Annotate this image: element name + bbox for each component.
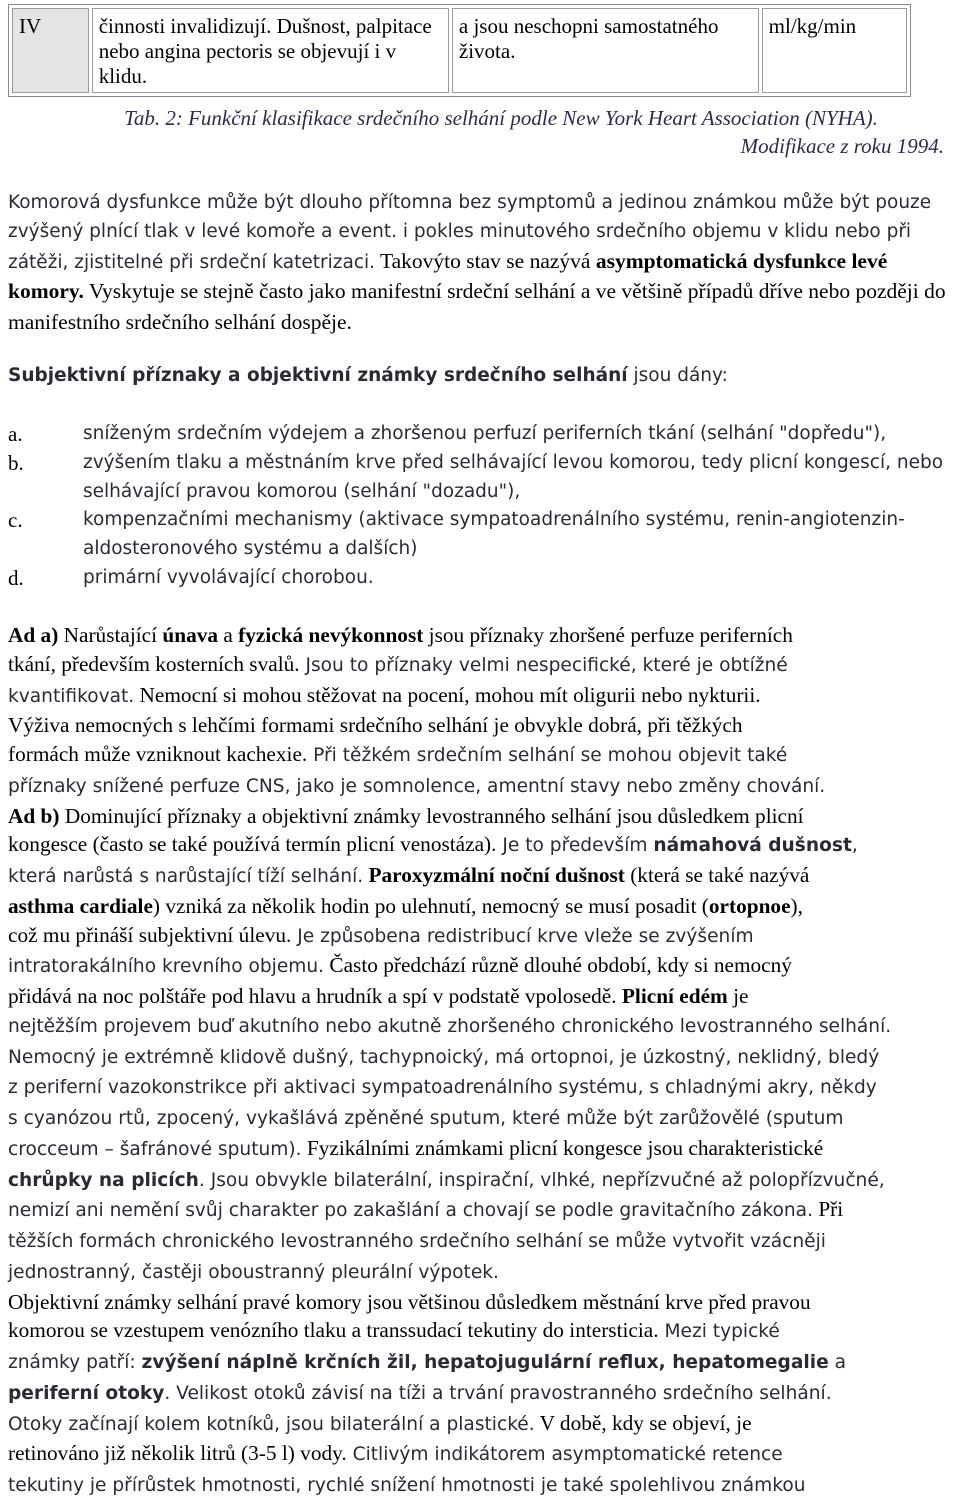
body-text (8, 621, 954, 1501)
list-marker: d. (8, 565, 24, 590)
limitation-cell: a jsou neschopni samostatného života. (452, 8, 759, 93)
text-run: . Velikost otoků závisí na tíži a trvání pravostranného srdečního selhání. (164, 1382, 832, 1404)
text-run: Fyzikálními známkami plicní kongesce jsou charakteristické (301, 1135, 824, 1160)
table-caption (8, 104, 954, 160)
para1-part3: Takovýto stav se nazývá (375, 248, 596, 273)
text-run: V době, kdy se objeví, je (534, 1410, 752, 1435)
caption-line-1: Tab. 2: Funkční klasifikace srdečního selhání podle New York Heart Association (NYHA). (124, 106, 878, 130)
text-line (8, 1072, 954, 1103)
unit-cell: ml/kg/min (762, 8, 907, 93)
text-line (8, 951, 954, 982)
text-run: Nemocný je extrémně klidově dušný, tachypnoický, má ortopnoi, je úzkostný, neklidný, bledý (8, 1046, 880, 1068)
paragraph-asymptomatic (8, 189, 954, 339)
text-line (8, 1042, 954, 1073)
text-line (8, 711, 954, 740)
text-run: jsou příznaky zhoršené perfuze periferních (423, 623, 793, 647)
text-run: komorou se vzestupem venózního tlaku a transsudací tekutiny do intersticia. (8, 1318, 659, 1343)
text-run: kvantifikovat. (8, 685, 135, 707)
text-run: nemizí ani nemění svůj charakter po zakašlání a chovají se podle gravitačního zákona. (8, 1200, 813, 1222)
nyha-table (8, 4, 911, 97)
list-item (8, 564, 954, 593)
text-line (8, 1378, 954, 1409)
text-run: což mu přináší subjektivní úlevu. (8, 922, 292, 947)
text-line (8, 861, 954, 892)
bold-text-run: únava (162, 623, 219, 647)
text-run: přidává na noc polštáře pod hlavu a hrudník a spí v podstatě vpolosedě. (8, 984, 617, 1008)
text-run: jednostranný, častěji oboustranný pleurální výpotek. (8, 1261, 499, 1283)
text-line (8, 650, 954, 681)
text-line (8, 1134, 954, 1165)
para1-part2: i pokles minutového srdečního objemu v klidu nebo při zátěži, zjistitelné při srdeční katetrizaci. (8, 220, 912, 273)
list-marker: c. (8, 508, 23, 533)
text-run: je (727, 984, 749, 1008)
text-run: formách může vzniknout kachexie. (8, 742, 308, 766)
caption-line-2: Modifikace z roku 1994. (740, 134, 944, 158)
text-line (8, 1195, 954, 1226)
text-run: retinováno již několik litrů (3-5 l) vody. (8, 1441, 347, 1466)
text-run: Je způsobena redistribucí krve vleže se zvýšením (291, 925, 754, 947)
text-run: a (828, 1352, 847, 1373)
para1-part4: Vyskytuje se stejně často jako manifestní srdeční selhání a ve většině případů dříve nebo později do manifestního srdečního selhání dospěje. (8, 279, 946, 335)
text-run: Dominující příznaky a objektivní známky levostranného selhání jsou důsledkem plicní (59, 803, 804, 828)
para1-bold: asymptomatická dysfunkce levé komory. (8, 248, 888, 304)
list-item (8, 506, 954, 564)
text-run: Citlivým indikátorem asymptomatické retence (346, 1444, 783, 1466)
text-run: . Jsou obvykle bilaterální, inspirační, vlhké, nepřízvučné až polopřízvučné, (198, 1169, 885, 1191)
text-run: ), (790, 893, 803, 918)
text-line (8, 1103, 954, 1134)
text-line (8, 621, 954, 650)
text-line (8, 830, 954, 861)
para1-part1: Komorová dysfunkce může být dlouho přítomna bez symptomů a jedinou známkou může být pouze zvýšený plnící tlak v levé komoře a event. (8, 192, 932, 242)
text-line (8, 771, 954, 802)
text-line (8, 1347, 954, 1378)
list-marker: b. (8, 450, 24, 475)
text-line (8, 1257, 954, 1288)
text-line (8, 1226, 954, 1257)
text-run: nejtěžším projevem buď akutního nebo akutně zhoršeného chronického levostranného selhání. (8, 1015, 892, 1037)
text-line (8, 1470, 954, 1501)
text-line (8, 802, 954, 831)
text-run: Často předchází různě dlouhé období, kdy si nemocný (324, 953, 792, 978)
bold-text-run: chrůpky na plicích (8, 1169, 199, 1191)
text-run: crocceum – šafránové sputum). (8, 1138, 302, 1160)
text-line (8, 1409, 954, 1440)
text-run: tkání, především kosterních svalů. (8, 651, 300, 676)
list-text: kompenzačními mechanismy (aktivace sympatoadrenálního systému, renin-angiotenzin-aldosteronového systému a dalších) (83, 509, 905, 560)
list-text: zvýšením tlaku a městnáním krve před selhávající levou komorou, tedy plicní kongescí, nebo selhávající pravou komorou (selhání "dozadu"), (83, 451, 944, 502)
list-item (8, 420, 954, 449)
subheading-rest: jsou dány: (627, 365, 728, 386)
bold-text-run: zvýšení náplně krčních žil, hepatojugulární reflux, hepatomegalie (141, 1352, 829, 1373)
table-row (12, 8, 907, 93)
bold-text-run: periferní otoky (8, 1382, 165, 1404)
text-line (8, 921, 954, 952)
text-run: Nemocní si mohou stěžovat na pocení, mohou mít oligurii nebo nykturii. (134, 682, 761, 707)
bold-text-run: asthma cardiale (8, 893, 153, 918)
bold-text-run: Ad a) (8, 623, 59, 647)
text-line (8, 982, 954, 1011)
bold-text-run: Ad b) (8, 803, 60, 828)
symptoms-cell: činnosti invalidizují. Dušnost, palpitace nebo angina pectoris se objevují i v klidu. (92, 8, 449, 93)
text-run: tekutiny je přírůstek hmotnosti, rychlé snížení hmotnosti je také spolehlivou známkou (8, 1475, 806, 1496)
text-line (8, 1316, 954, 1347)
text-run: , (851, 835, 858, 857)
text-line (8, 892, 954, 921)
text-run: Objektivní známky selhání pravé komory jsou většinou důsledkem městnání krve před pravou (8, 1289, 811, 1314)
list-marker: a. (8, 422, 23, 446)
list-item (8, 449, 954, 507)
text-run: Výživa nemocných s lehčími formami srdečního selhání je obvykle dobrá, při těžkých (8, 713, 743, 738)
list-text: primární vyvolávající chorobou. (83, 566, 374, 588)
text-run: známky patří: (8, 1352, 142, 1373)
text-line (8, 681, 954, 712)
list-text: sníženým srdečním výdejem a zhoršenou perfuzí periferních tkání (selhání "dopředu"), (83, 423, 887, 444)
text-run: Mezi typické (658, 1321, 780, 1343)
text-run: Otoky začínají kolem kotníků, jsou bilaterální a plastické. (8, 1413, 535, 1435)
bold-text-run: Paroxyzmální noční dušnost (363, 863, 625, 887)
text-run: intratorakálního krevního objemu. (8, 956, 325, 978)
text-line (8, 1439, 954, 1470)
text-run: (která se také nazývá (624, 863, 810, 887)
text-line (8, 1288, 954, 1317)
text-line (8, 1165, 954, 1196)
bold-text-run: Plicní edém (616, 984, 728, 1008)
bold-text-run: námahová dušnost (653, 835, 852, 857)
text-run: těžších formách chronického levostranného srdečního selhání se může vytvořit vzácněji (8, 1231, 826, 1252)
text-run: a (218, 623, 239, 647)
cause-list (8, 420, 954, 593)
subheading-bold: Subjektivní příznaky a objektivní známky srdečního selhání (8, 365, 628, 386)
bold-text-run: fyzická nevýkonnost (238, 623, 424, 647)
text-run: ) vzniká za několik hodin po ulehnutí, nemocný se musí posadit ( (152, 893, 709, 918)
text-run: Je to především (496, 835, 654, 857)
text-run: Při těžkém srdečním selhání se mohou objevit také (307, 745, 788, 766)
text-run: Jsou to příznaky velmi nespecifické, které je obtížné (299, 654, 788, 676)
text-run: Narůstající (58, 623, 163, 647)
text-line (8, 1011, 954, 1042)
subheading (8, 362, 954, 391)
text-line (8, 740, 954, 771)
text-run: Při (813, 1197, 844, 1222)
text-run: která narůstá s narůstající tíží selhání. (8, 866, 364, 887)
bold-text-run: ortopnoe (708, 893, 791, 918)
class-cell: IV (12, 8, 89, 93)
text-run: příznaky snížené perfuze CNS, jako je somnolence, amentní stavy nebo změny chování. (8, 775, 826, 797)
text-run: kongesce (často se také používá termín plicní venostáza). (8, 832, 497, 857)
text-run: z periferní vazokonstrikce při aktivaci sympatoadrenálního systému, s chladnými akry, někdy (8, 1077, 877, 1099)
text-run: s cyanózou rtů, zpocený, vykašlává zpěněné sputum, které může být zarůžovělé (sputum (8, 1108, 844, 1129)
